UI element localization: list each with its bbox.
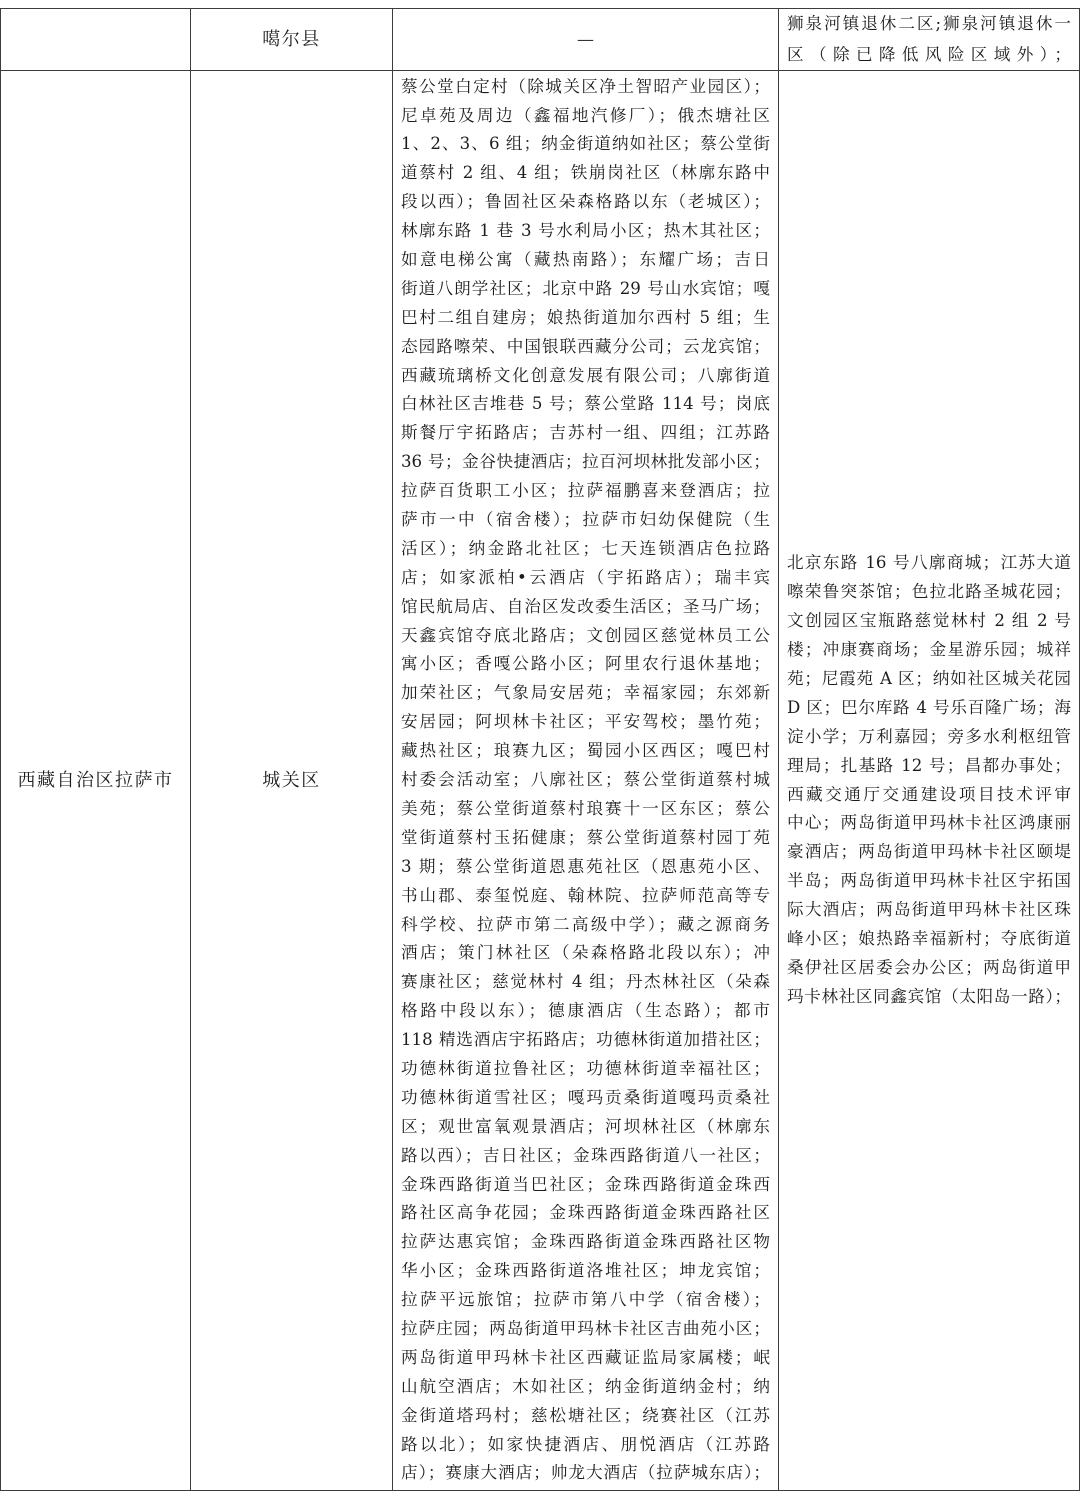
table-cell-region [1,71,191,1491]
table-cell-list [393,71,779,1491]
text-line: 拉萨达惠宾馆；金珠西路街道金珠西路社区物 [401,1232,770,1252]
text-line: 淀小学；万利嘉园；旁多水利枢纽管 [787,726,1071,746]
table-cell-list-secondary [779,71,1080,1491]
text-line: 峰小区；娘热路幸福新村；夺底街道 [787,928,1071,948]
text-line: 区（除已降低风险区域外）； [787,44,1071,64]
text-line: 北京东路 16 号八廓商城；江苏大道 [787,553,1071,573]
text-line: 科学校、拉萨市第二高级中学）；藏之源商务 [401,914,770,934]
text-line: 36 号；金谷快捷酒店；拉百河坝林批发部小区； [401,452,770,472]
text-line: 白林社区吉堆巷 5 号；蔡公堂路 114 号；岗底 [401,394,770,414]
text-line: 如意电梯公寓（藏热南路）；东耀广场；吉日 [401,250,770,270]
text-line: 活区）；纳金路北社区；七天连锁酒店色拉路 [401,538,770,558]
text-line: 半岛；两岛街道甲玛林卡社区宇拓国 [787,871,1071,891]
text-line: 西藏交通厅交通建设项目技术评审 [787,784,1071,804]
text-line: 萨市一中（宿舍楼）；拉萨市妇幼保健院（生 [401,510,770,530]
document-table [0,8,1080,1491]
table-cell-list [393,9,779,71]
text-line: 寓小区；香嘎公路小区；阿里农行退休基地； [401,654,770,674]
text-line: 玛卡林社区同鑫宾馆（太阳岛一路）； [787,986,1071,1006]
text-line: 山航空酒店；木如社区；纳金街道纳金村；纳 [401,1376,770,1396]
text-line: 1、2、3、6 组；纳金街道纳如社区；蔡公堂街 [401,134,770,154]
text-line: 美苑；蔡公堂街道蔡村琅赛十一区东区；蔡公 [401,798,770,818]
text-line: 拉萨百货职工小区；拉萨福鹏喜来登酒店；拉 [401,481,770,501]
text-block [779,9,1079,70]
text-line: 堂街道蔡村玉拓健康；蔡公堂街道蔡村园丁苑 [401,827,770,847]
text-line: 楼；冲康赛商场；金星游乐园；城祥 [787,640,1071,660]
text-line: 狮泉河镇退休二区;狮泉河镇退休一 [787,14,1071,33]
text-line: 理局；扎基路 12 号；昌都办事处； [787,755,1071,775]
district-name: 噶尔县 [262,28,321,50]
table-row [1,9,1080,71]
text-line: 村委会活动室；八廓社区；蔡公堂街道蔡村城 [401,770,770,790]
text-line: 藏热社区；琅赛九区；蜀园小区西区；嘎巴村 [401,741,770,761]
text-line: 街道八朗学社区；北京中路 29 号山水宾馆；嘎 [401,278,770,298]
empty-dash: — [577,29,594,50]
text-line: 态园路嚓荣、中国银联西藏分公司；云龙宾馆； [401,336,770,356]
text-line: 斯餐厅宇拓路店；吉苏村一组、四组；江苏路 [401,423,770,443]
text-line: 路社区高争花园；金珠西路街道金珠西路社区 [401,1203,770,1223]
district-name: 城关区 [262,769,321,791]
text-line: 拉萨庄园；两岛街道甲玛林卡社区吉曲苑小区； [401,1318,770,1338]
text-line: 豪酒店；两岛街道甲玛林卡社区颐堤 [787,842,1071,862]
text-line: 店；如家派柏•云酒店（宇拓路店）；瑞丰宾 [401,567,770,587]
table-cell-region [1,9,191,71]
text-line: 道蔡村 2 组、4 组；铁崩岗社区（林廓东路中 [401,163,770,183]
text-line: 华小区；金珠西路街道洛堆社区；坤龙宾馆； [401,1261,770,1281]
text-line: 拉萨平远旅馆；拉萨市第八中学（宿舍楼）； [401,1290,770,1310]
text-line: 酒店；策门林社区（朵森格路北段以东）；冲 [401,943,770,963]
text-line: 桑伊社区居委会办公区；两岛街道甲 [787,957,1071,977]
text-line: 功德林街道拉鲁社区；功德林街道幸福社区； [401,1058,770,1078]
text-line: 安居园；阿坝林卡社区；平安驾校；墨竹苑； [401,712,770,732]
text-block [779,549,1079,1011]
text-line: D 区；巴尔库路 4 号乐百隆广场；海 [787,697,1071,717]
text-block [393,73,778,1489]
text-line: 嚓荣鲁突茶馆；色拉北路圣城花园； [787,582,1071,602]
text-line: 赛康社区；慈觉林村 4 组；丹杰林社区（朵森 [401,972,770,992]
region-name: 西藏自治区拉萨市 [17,769,174,791]
text-line: 苑；尼霞苑 A 区；纳如社区城关花园 [787,668,1071,688]
text-line: 功德林街道雪社区；嘎玛贡桑街道嘎玛贡桑社 [401,1087,770,1107]
text-line: 路以北）；如家快捷酒店、朋悦酒店（江苏路 [401,1434,770,1454]
text-line: 馆民航局店、自治区发改委生活区；圣马广场； [401,596,770,616]
text-line: 中心；两岛街道甲玛林卡社区鸿康丽 [787,813,1071,833]
text-line: 蔡公堂白定村（除城关区净土智昭产业园区）； [401,76,770,96]
text-line: 书山郡、泰玺悦庭、翰林院、拉萨师范高等专 [401,885,770,905]
text-line: 尼卓苑及周边（鑫福地汽修厂）；俄杰塘社区 [401,105,770,125]
text-line: 两岛街道甲玛林卡社区西藏证监局家属楼；岷 [401,1347,770,1367]
text-line: 段以西）；鲁固社区朵森格路以东（老城区）； [401,192,770,212]
text-line: 加荣社区；气象局安居苑；幸福家园；东郊新 [401,683,770,703]
table-cell-district [191,71,393,1491]
text-line: 区；观世富氧观景酒店；河坝林社区（林廓东 [401,1116,770,1136]
text-line: 118 精选酒店宇拓路店；功德林街道加措社区； [401,1030,770,1050]
text-line: 金珠西路街道当巴社区；金珠西路街道金珠西 [401,1174,770,1194]
text-line: 林廓东路 1 巷 3 号水利局小区；热木其社区； [401,221,770,241]
text-line: 店）；赛康大酒店；帅龙大酒店（拉萨城东店）； [401,1463,770,1483]
text-line: 天鑫宾馆夺底北路店；文创园区慈觉林员工公 [401,625,770,645]
text-line: 3 期；蔡公堂街道恩惠苑社区（恩惠苑小区、 [401,856,770,876]
table-cell-list-secondary [779,9,1080,71]
text-line: 巴村二组自建房；娘热街道加尔西村 5 组；生 [401,307,770,327]
table-cell-district [191,9,393,71]
text-line: 格路中段以东）；德康酒店（生态路）；都市 [401,1001,770,1021]
text-line: 路以西）；吉日社区；金珠西路街道八一社区； [401,1145,770,1165]
text-line: 际大酒店；两岛街道甲玛林卡社区珠 [787,900,1071,920]
text-line: 文创园区宝瓶路慈觉林村 2 组 2 号 [787,611,1071,631]
table-row [1,71,1080,1491]
text-line: 金街道塔玛村；慈松塘社区；绕赛社区（江苏 [401,1405,770,1425]
text-line: 西藏琉璃桥文化创意发展有限公司；八廓街道 [401,365,770,385]
